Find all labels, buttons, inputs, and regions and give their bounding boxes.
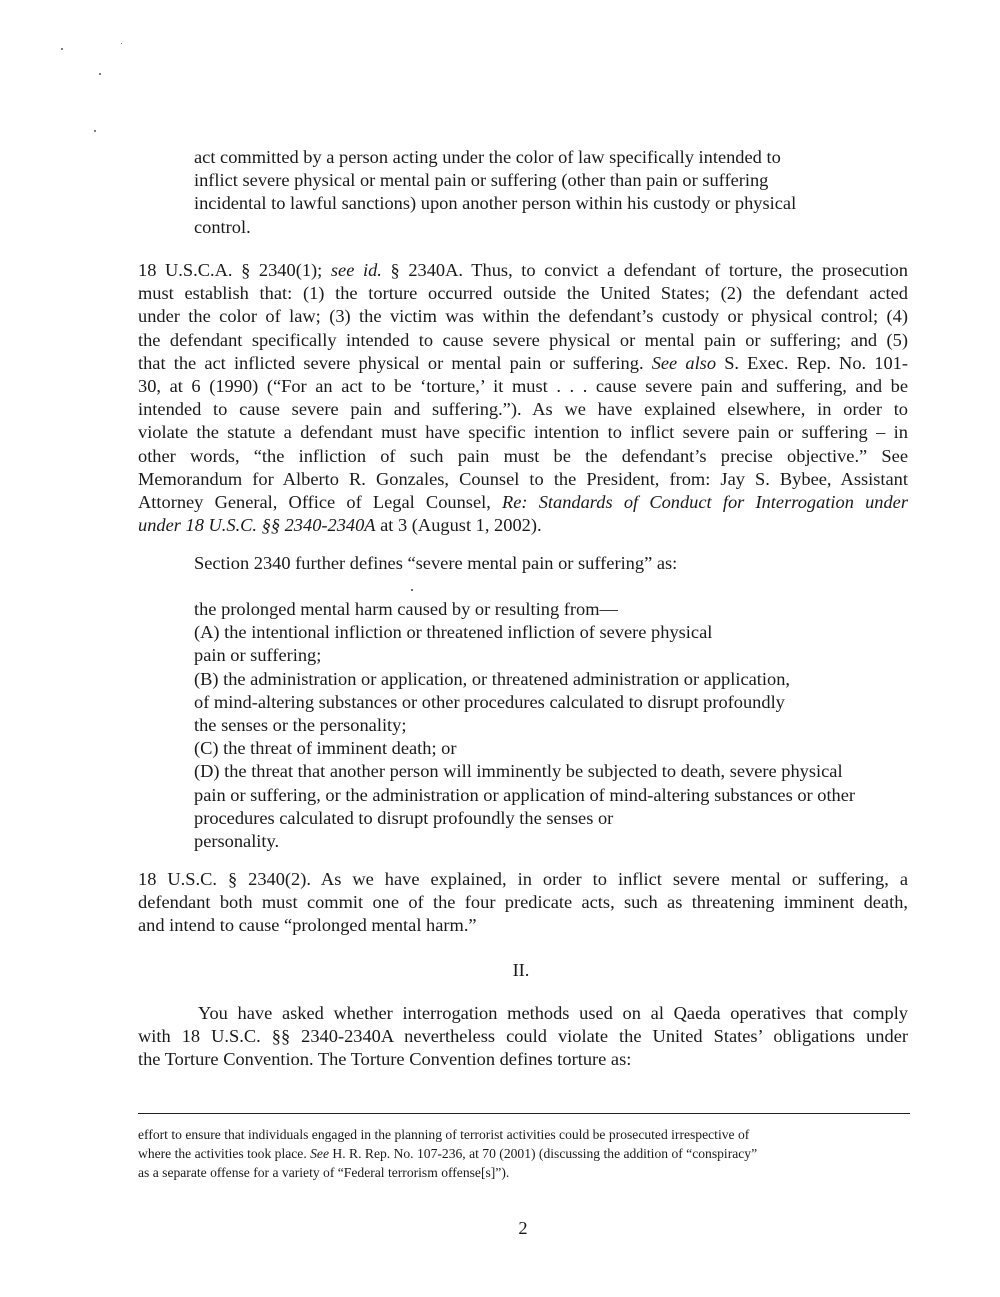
footnote — [138, 1125, 898, 1182]
quote-line: the senses or the personality; — [194, 715, 407, 736]
paragraph-line: the defendant specifically intended to cause severe physical or mental pain or suffering; and (5) — [138, 329, 908, 350]
paragraph-line: defendant both must commit one of the four predicate acts, such as threatening imminent death, — [138, 892, 908, 913]
quote-line: procedures calculated to disrupt profoundly the senses or — [194, 807, 614, 828]
footnote-line: where the activities took place. See H. R. Rep. No. 107-236, at 70 (2001) (discussing the addition of “conspiracy” — [138, 1146, 758, 1161]
quote-line: (B) the administration or application, or threatened administration or application, — [194, 668, 790, 689]
quote-line: act committed by a person acting under the color of law specifically intended to — [194, 147, 781, 167]
paragraph-line: You have asked whether interrogation methods used on al Qaeda operatives that comply — [198, 1003, 908, 1023]
quote-line: inflict severe physical or mental pain or suffering (other than pain or suffering — [194, 170, 769, 191]
paragraph-elements-of-torture — [138, 259, 908, 537]
paragraph-line: that the act inflicted severe physical or mental pain or suffering. See also S. Exec. Rep. No. 101- — [138, 352, 908, 373]
paragraph-line: 18 U.S.C.A. § 2340(1); see id. § 2340A. Thus, to convict a defendant of torture, the prosecution — [138, 260, 908, 280]
page-number: 2 — [518, 1218, 528, 1238]
footnote-separator — [138, 1113, 910, 1114]
quote-line: incidental to lawful sanctions) upon another person within his custody or physical — [194, 193, 797, 214]
paragraph-line: other words, “the infliction of such pain must be the defendant’s precise objective.” See — [138, 445, 908, 466]
quote-line: of mind-altering substances or other procedures calculated to disrupt profoundly — [194, 691, 785, 712]
scan-speck — [99, 73, 101, 75]
paragraph-line: with 18 U.S.C. §§ 2340-2340A nevertheless could violate the United States’ obligations under — [138, 1026, 908, 1047]
quote-line: pain or suffering, or the administration or application of mind-altering substances or other — [194, 784, 856, 805]
paragraph-intro-2340: Section 2340 further defines “severe mental pain or suffering” as: — [194, 553, 678, 573]
paragraph-line: must establish that: (1) the torture occurred outside the United States; (2) the defendant acted — [138, 283, 908, 304]
paragraph-torture-convention — [138, 1002, 908, 1072]
paragraph-line: Memorandum for Alberto R. Gonzales, Counsel to the President, from: Jay S. Bybee, Assistant — [138, 468, 908, 489]
quote-line: (A) the intentional infliction or threatened infliction of severe physical — [194, 622, 713, 643]
scan-speck — [94, 130, 96, 132]
block-quote-severe-mental-pain — [194, 598, 855, 853]
paragraph-line: 18 U.S.C. § 2340(2). As we have explained, in order to inflict severe mental or suffering, a — [138, 869, 908, 889]
quote-line: (C) the threat of imminent death; or — [194, 738, 457, 759]
footnote-line: effort to ensure that individuals engaged in the planning of terrorist activities could be prosecuted irrespective of — [138, 1127, 750, 1142]
block-quote-definition — [194, 146, 796, 239]
scan-speck — [61, 48, 63, 50]
paragraph-line: the Torture Convention. The Torture Convention defines torture as: — [138, 1049, 632, 1070]
paragraph-line: Attorney General, Office of Legal Counsel, Re: Standards of Conduct for Interrogation under — [138, 492, 908, 513]
paragraph-line: and intend to cause “prolonged mental harm.” — [138, 915, 477, 936]
paragraph-line: violate the statute a defendant must have specific intention to inflict severe pain or suffering – in — [138, 422, 908, 443]
quote-line: personality. — [194, 831, 280, 852]
quote-line: pain or suffering; — [194, 645, 322, 666]
quote-line: (D) the threat that another person will imminently be subjected to death, severe physical — [194, 761, 843, 782]
paragraph-predicate-acts — [138, 868, 908, 938]
paragraph-line: 30, at 6 (1990) (“For an act to be ‘torture,’ it must . . . cause severe pain and suffering, and be — [138, 376, 908, 397]
scan-speck — [411, 589, 413, 591]
paragraph-line: under 18 U.S.C. §§ 2340-2340A at 3 (August 1, 2002). — [138, 515, 542, 536]
section-heading: II. — [512, 960, 530, 980]
paragraph-line: under the color of law; (3) the victim was within the defendant’s custody or physical control; (4) — [138, 306, 908, 327]
scan-speck — [121, 43, 122, 44]
quote-line: control. — [194, 216, 251, 237]
quote-line: the prolonged mental harm caused by or resulting from— — [194, 599, 618, 619]
paragraph-line: intended to cause severe pain and suffering.”). As we have explained elsewhere, in order to — [138, 399, 908, 420]
footnote-line: as a separate offense for a variety of “Federal terrorism offense[s]”). — [138, 1165, 510, 1180]
